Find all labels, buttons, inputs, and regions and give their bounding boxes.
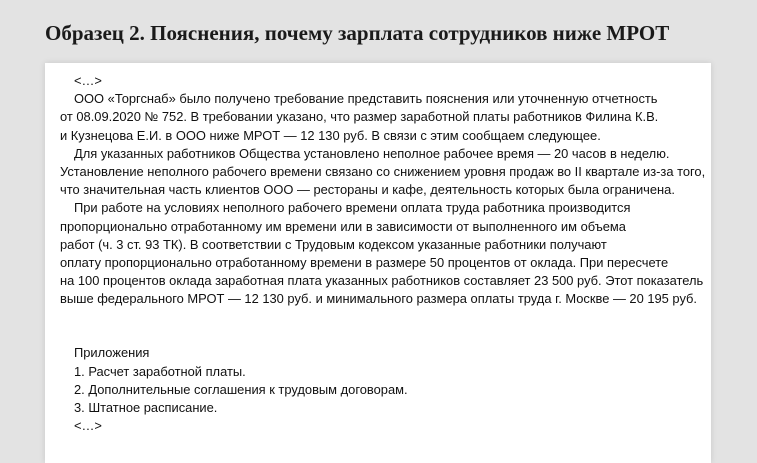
page-title: Образец 2. Пояснения, почему зарплата сотрудников ниже МРОТ <box>45 21 670 45</box>
document-body <box>60 72 705 435</box>
paragraph-2-line-1: Для указанных работников Общества установлено неполное рабочее время — 20 часов в неделю. <box>74 145 670 161</box>
paragraph-1-line-1: ООО «Торгснаб» было получено требование представить пояснения или уточненную отчетность <box>74 91 658 107</box>
paragraph-1-line-3: и Кузнецова Е.И. в ООО ниже МРОТ — 12 130 руб. В связи с этим сообщаем следующее. <box>60 127 601 143</box>
attachments-heading: Приложения <box>74 345 150 361</box>
attachment-item: 3. Штатное расписание. <box>74 400 218 415</box>
paragraph-1-line-2: от 08.09.2020 № 752. В требовании указано, что размер заработной платы работников Филина К.В. <box>60 109 659 125</box>
paragraph-2-line-2: Установление неполного рабочего времени связано со снижением уровня продаж во II квартале из-за того, <box>60 163 706 179</box>
paragraph-3-line-5: на 100 процентов оклада заработная плата указанных работников составляет 23 500 руб. Этот показатель <box>60 273 704 289</box>
paragraph-3-line-6: выше федерального МРОТ — 12 130 руб. и минимального размера оплаты труда г. Москве — 20 195 руб. <box>60 291 698 307</box>
paragraph-3-line-3: работ (ч. 3 ст. 93 ТК). В соответствии с Трудовым кодексом указанные работники получают <box>60 236 607 252</box>
ellipsis-marker: <…> <box>74 73 102 88</box>
attachment-item: 1. Расчет заработной платы. <box>74 363 246 379</box>
paragraph-2-line-3: что значительная часть клиентов ООО — рестораны и кафе, деятельность которых была ограничена. <box>60 182 675 198</box>
paragraph-3-line-4: оплату пропорционально отработанному времени в размере 50 процентов от оклада. При пересчете <box>60 254 669 270</box>
document-sheet <box>45 63 711 463</box>
paragraph-3-line-1: При работе на условиях неполного рабочего времени оплата труда работника производится <box>74 200 631 216</box>
spacer <box>60 308 705 344</box>
attachment-item: 2. Дополнительные соглашения к трудовым договорам. <box>74 381 408 397</box>
ellipsis-marker: <…> <box>74 418 102 434</box>
paragraph-3-line-2: пропорционально отработанному им времени или в зависимости от выполненного им объема <box>60 218 626 234</box>
